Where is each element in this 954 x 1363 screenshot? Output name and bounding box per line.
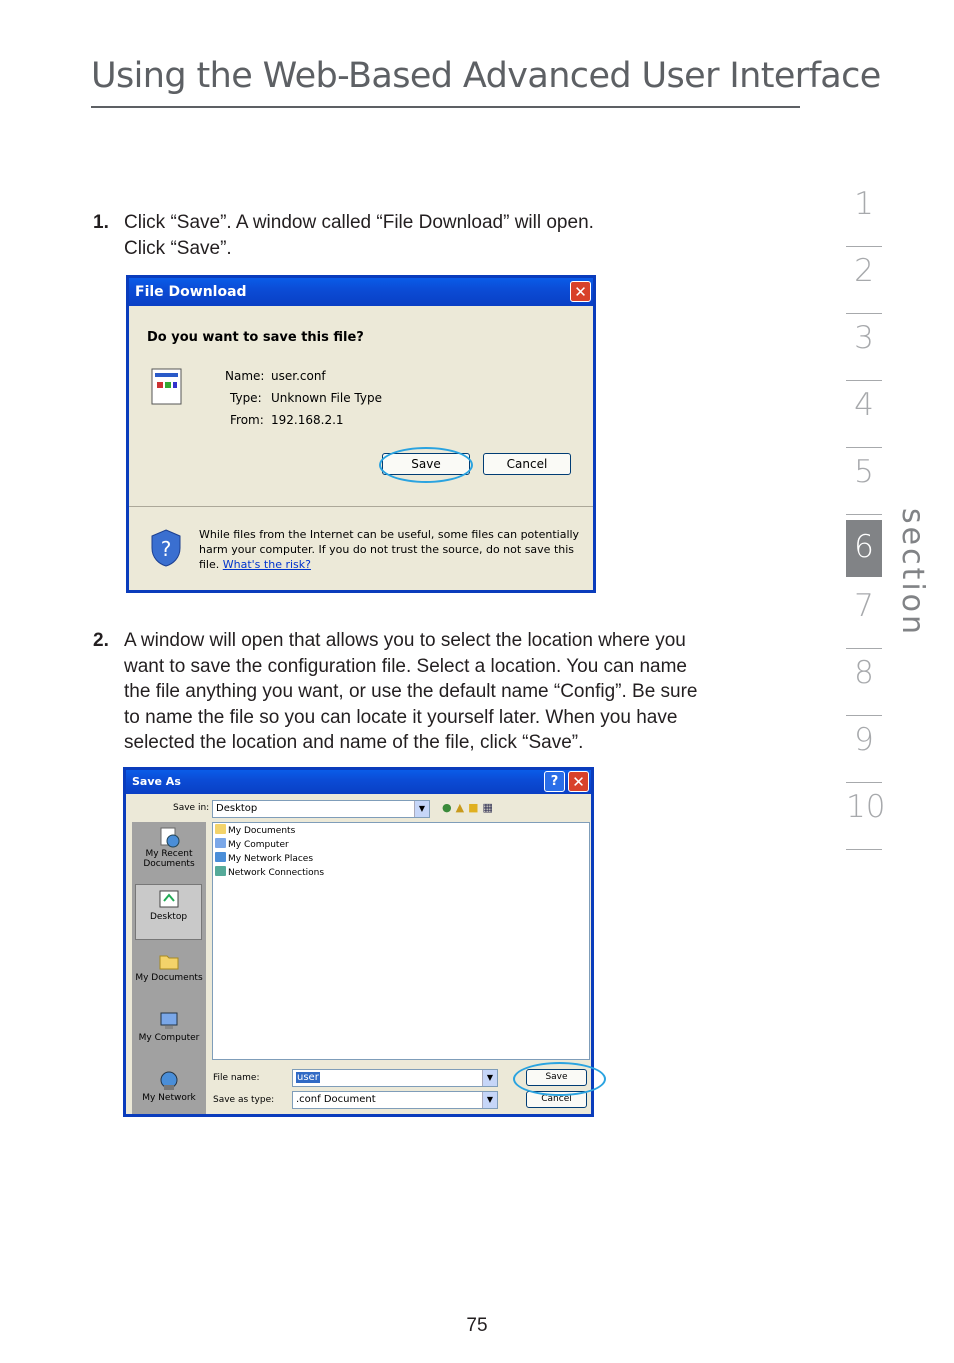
section-item-10[interactable]: 10 [846,783,882,850]
section-item-6-active[interactable]: 6 [846,520,882,577]
place-recent-documents[interactable]: My Recent Documents [132,826,206,869]
save-as-dialog [123,767,594,1117]
save-button[interactable]: Save [526,1069,587,1086]
new-folder-icon[interactable]: ■ [468,801,483,814]
view-menu-icon[interactable]: ▦ [482,801,497,814]
section-item-8[interactable]: 8 [846,649,882,716]
step-text-line: the file anything you want, or use the default name “Config”. Be sure [124,681,698,702]
network-icon [215,852,226,862]
close-icon[interactable]: ✕ [570,281,591,302]
cancel-button[interactable]: Cancel [526,1091,587,1108]
place-my-network[interactable]: My Network [132,1070,206,1103]
title-rule [91,106,800,108]
list-item[interactable]: My Computer [215,838,289,851]
risk-link[interactable]: What's the risk? [222,558,311,571]
name-label: Name: [225,369,265,383]
save-button[interactable]: Save [382,453,470,475]
divider [129,506,593,507]
page-title: Using the Web-Based Advanced User Interface [91,56,881,96]
recent-documents-icon [158,826,180,848]
dialog-titlebar [129,278,593,306]
network-icon [158,1070,180,1092]
computer-icon [215,838,226,848]
step-text-line: A window will open that allows you to select the location where you [124,630,686,651]
folder-icon [158,950,180,972]
list-item[interactable]: My Documents [215,824,295,837]
section-item-2[interactable]: 2 [846,247,882,314]
list-item[interactable]: Network Connections [215,866,324,879]
close-icon[interactable]: ✕ [568,771,589,792]
from-label: From: [230,413,264,427]
file-name-input[interactable]: user ▼ [292,1069,498,1087]
shield-icon [149,528,183,568]
file-download-dialog [126,275,596,593]
type-label: Type: [230,391,262,405]
highlight-circle [379,447,473,483]
step-text-line: to name the file so you can locate it yourself later. When you have [124,706,678,728]
save-type-dropdown[interactable]: .conf Document ▼ [292,1091,498,1109]
chevron-down-icon: ▼ [414,801,429,817]
step-text-line: Click “Save”. [124,237,232,259]
step-text-line: Click “Save”. A window called “File Download” will open. [124,212,594,233]
warning-text: While files from the Internet can be useful, some files can potentially harm your computer. If you do not trust the source, do not save this file. What's the risk? [199,528,580,571]
section-item-3[interactable]: 3 [846,314,882,381]
section-item-7[interactable]: 7 [846,582,882,649]
computer-icon [158,1010,180,1032]
network-connections-icon [215,866,226,876]
places-bar [132,822,206,1114]
save-type-label: Save as type: [213,1095,275,1105]
cancel-button[interactable]: Cancel [483,453,571,475]
place-my-computer[interactable]: My Computer [132,1010,206,1043]
section-item-1[interactable]: 1 [846,180,882,247]
back-icon[interactable]: ● [442,801,456,814]
toolbar-icons [442,801,497,814]
section-item-9[interactable]: 9 [846,716,882,783]
place-my-documents[interactable]: My Documents [132,950,206,983]
step-2 [93,628,698,756]
highlight-circle [513,1062,606,1096]
dialog-title: Save As [132,775,181,788]
from-value: 192.168.2.1 [271,413,344,427]
chevron-down-icon: ▼ [482,1070,497,1086]
dialog-titlebar [126,770,591,794]
place-desktop[interactable]: Desktop [135,884,202,940]
step-1 [93,210,594,261]
list-item[interactable]: My Network Places [215,852,313,865]
step-text-line: want to save the configuration file. Select a location. You can name [124,655,687,677]
step-number: 2. [93,630,109,651]
section-item-4[interactable]: 4 [846,381,882,448]
chevron-down-icon: ▼ [482,1092,497,1108]
svg-text:?: ? [160,537,172,561]
section-label: section [895,508,930,638]
save-in-label: Save in: [173,803,210,813]
file-name-label: File name: [213,1073,260,1083]
save-in-dropdown[interactable]: Desktop ▼ [212,800,430,818]
dialog-title: File Download [135,284,247,300]
dialog-question: Do you want to save this file? [147,330,364,345]
type-value: Unknown File Type [271,391,382,405]
step-text-line: selected the location and name of the file, click “Save”. [124,732,584,753]
file-icon [151,368,183,406]
desktop-icon [158,889,180,911]
file-list[interactable] [212,822,590,1060]
folder-icon [215,824,226,834]
help-icon[interactable]: ? [544,771,565,792]
up-folder-icon[interactable]: ▲ [455,801,469,814]
name-value: user.conf [271,369,326,383]
section-item-5[interactable]: 5 [846,448,882,515]
page-number: 75 [466,1315,488,1336]
section-nav [846,180,886,850]
step-number: 1. [93,212,109,233]
